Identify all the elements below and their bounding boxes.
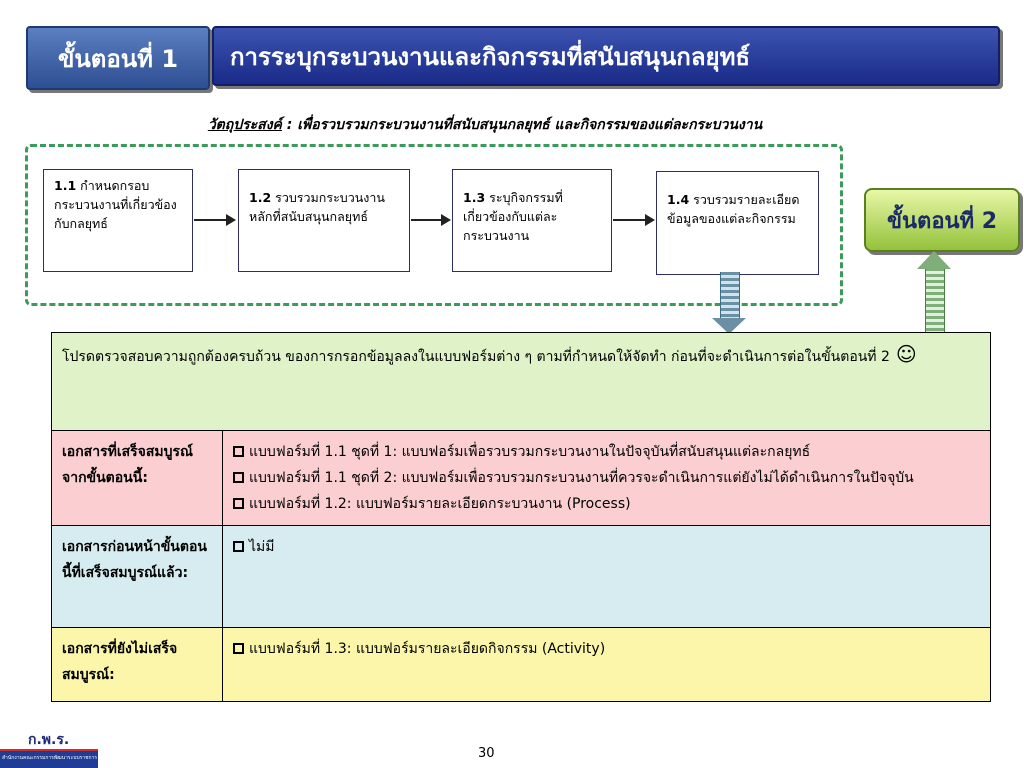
row-label: เอกสารที่เสร็จสมบูรณ์ จากขั้นตอนนี้: <box>52 431 223 526</box>
list-item <box>233 465 980 491</box>
table-row <box>52 431 991 526</box>
item-text: ไม่มี <box>249 539 275 555</box>
list-item <box>233 636 980 662</box>
checkbox-icon <box>233 498 244 509</box>
process-step-1-4 <box>656 171 819 275</box>
flow-arrow <box>411 219 449 221</box>
list-item <box>233 439 980 465</box>
down-arrow-icon <box>720 272 740 320</box>
logo-subtext: สำนักงานคณะกรรมการพัฒนาระบบราชการ <box>2 755 98 761</box>
list-item <box>233 534 980 560</box>
flow-arrow <box>613 219 653 221</box>
checkbox-icon <box>233 541 244 552</box>
process-step-text: ระบุกิจกรรมที่เกี่ยวข้องกับแต่ละกระบวนงาน <box>463 190 563 243</box>
up-arrow-icon <box>925 268 945 332</box>
row-label: เอกสารก่อนหน้าขั้นตอนนี้ที่เสร็จสมบูรณ์แล้ว: <box>52 526 223 628</box>
smiley-icon: ☺ <box>895 342 917 366</box>
checkbox-icon <box>233 446 244 457</box>
logo-text: ก.พ.ร. <box>28 732 70 748</box>
list-item <box>233 491 980 517</box>
process-step-number: 1.3 <box>463 190 486 205</box>
opdc-logo <box>0 727 98 768</box>
item-text: แบบฟอร์มที่ 1.2: แบบฟอร์มรายละเอียดกระบวนงาน (Process) <box>249 496 631 512</box>
page-title: การระบุกระบวนงานและกิจกรรมที่สนับสนุนกลยุทธ์ <box>212 26 1000 86</box>
process-step-1-2 <box>238 169 410 272</box>
instruction-text: โปรดตรวจสอบความถูกต้องครบถ้วน ของการกรอกข้อมูลลงในแบบฟอร์มต่าง ๆ ตามที่กำหนดให้จัดทำ ก่อนที่จะดำเนินการต่อในขั้นตอนที่ 2 <box>62 349 890 365</box>
checkbox-icon <box>233 472 244 483</box>
checklist-table <box>51 332 991 702</box>
flow-arrow <box>194 219 234 221</box>
item-text: แบบฟอร์มที่ 1.1 ชุดที่ 1: แบบฟอร์มเพื่อรวบรวมกระบวนงานในปัจจุบันที่สนับสนุนแต่ละกลยุทธ์ <box>249 444 811 460</box>
item-text: แบบฟอร์มที่ 1.3: แบบฟอร์มรายละเอียดกิจกรรม (Activity) <box>249 641 606 657</box>
up-arrow-head <box>917 251 951 269</box>
objective-line <box>60 114 910 136</box>
row-items <box>223 431 991 526</box>
item-text: แบบฟอร์มที่ 1.1 ชุดที่ 2: แบบฟอร์มเพื่อรวบรวมกระบวนงานที่ควรจะดำเนินการแต่ยังไม่ได้ดำเนินการในปัจจุบัน <box>249 470 914 486</box>
checklist-instruction <box>52 333 991 431</box>
table-row <box>52 628 991 702</box>
process-step-text: กำหนดกรอบกระบวนงานที่เกี่ยวข้องกับกลยุทธ์ <box>54 178 177 231</box>
process-step-number: 1.2 <box>249 190 272 205</box>
process-step-1-3 <box>452 169 612 272</box>
page-number: 30 <box>478 746 495 761</box>
row-items <box>223 628 991 702</box>
checklist-instruction-row <box>52 333 991 431</box>
process-step-text: รวบรวมกระบวนงานหลักที่สนับสนุนกลยุทธ์ <box>249 190 385 224</box>
step-2-button[interactable]: ขั้นตอนที่ 2 <box>864 188 1020 252</box>
checkbox-icon <box>233 643 244 654</box>
process-step-text: รวบรวมรายละเอียดข้อมูลของแต่ละกิจกรรม <box>667 192 800 226</box>
row-items <box>223 526 991 628</box>
table-row <box>52 526 991 628</box>
process-step-number: 1.1 <box>54 178 77 193</box>
objective-text: : เพื่อรวบรวมกระบวนงานที่สนับสนุนกลยุทธ์ และกิจกรรมของแต่ละกระบวนงาน <box>281 117 763 133</box>
process-step-number: 1.4 <box>667 192 690 207</box>
objective-label: วัตถุประสงค์ <box>207 117 282 133</box>
row-label: เอกสารที่ยังไม่เสร็จสมบูรณ์: <box>52 628 223 702</box>
step-1-badge: ขั้นตอนที่ 1 <box>26 26 210 90</box>
process-step-1-1 <box>43 169 193 272</box>
